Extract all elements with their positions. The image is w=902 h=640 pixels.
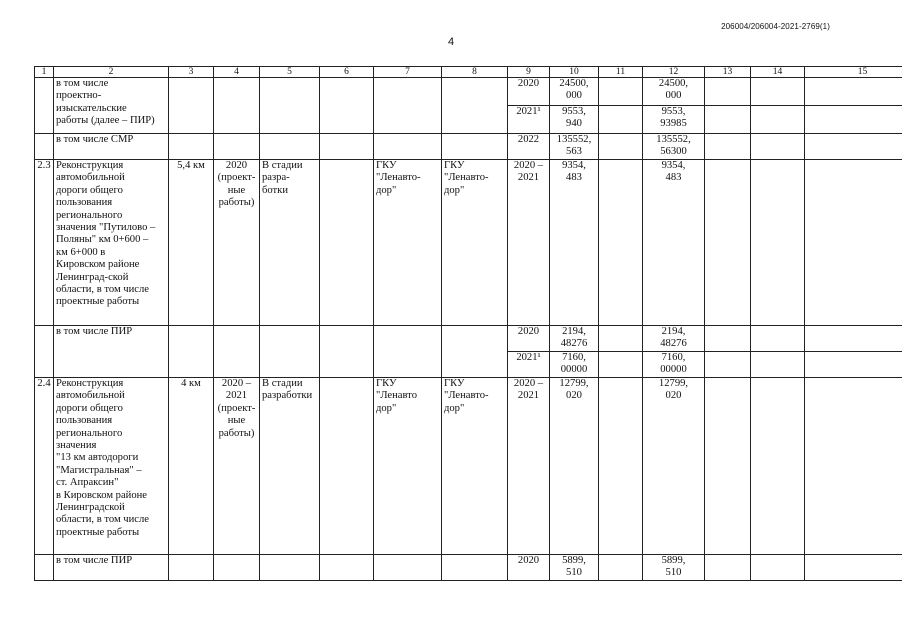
col-header: 12 [643,67,705,78]
amount-cell: 5899, 510 [550,555,599,581]
col-header: 15 [805,67,902,78]
contractor-cell: ГКУ "Ленавто- дор" [442,160,508,326]
customer-cell: ГКУ "Ленавто дор" [374,378,442,555]
row-description: в том числе ПИР [54,555,169,581]
table-row [35,134,902,160]
col-header: 9 [508,67,550,78]
amount-cell: 7160, 00000 [643,352,705,378]
table-row [35,160,902,326]
length-cell: 4 км [169,378,214,555]
amount-cell: 7160, 00000 [550,352,599,378]
col-header: 2 [54,67,169,78]
row-description: в том числе проектно- изыскательские работы (далее – ПИР) [54,78,169,134]
amount-cell: 24500, 000 [643,78,705,106]
column-number-row [35,67,902,78]
amount-cell: 9354, 483 [550,160,599,326]
row-description: в том числе СМР [54,134,169,160]
status-cell: В стадии разработки [260,378,320,555]
col-header: 14 [751,67,805,78]
amount-cell: 12799, 020 [643,378,705,555]
amount-cell: 135552, 56300 [643,134,705,160]
year-cell: 2021¹ [508,106,550,134]
col-header: 4 [214,67,260,78]
document-id: 206004/206004-2021-2769(1) [721,22,830,31]
col-header: 3 [169,67,214,78]
year-cell: 2021¹ [508,352,550,378]
amount-cell: 9354, 483 [643,160,705,326]
page-number: 4 [447,36,455,48]
year-cell: 2020 [508,555,550,581]
year-cell: 2020 [508,78,550,106]
length-cell: 5,4 км [169,160,214,326]
row-description: в том числе ПИР [54,326,169,378]
period-cell: 2020 – 2021 (проект- ные работы) [214,378,260,555]
amount-cell: 24500, 000 [550,78,599,106]
period-cell: 2020 (проект- ные работы) [214,160,260,326]
col-header: 6 [320,67,374,78]
col-header: 1 [35,67,54,78]
col-header: 7 [374,67,442,78]
contractor-cell: ГКУ "Ленавто- дор" [442,378,508,555]
amount-cell: 5899, 510 [643,555,705,581]
table-row [35,78,902,106]
table-row [35,378,902,555]
amount-cell: 9553, 93985 [643,106,705,134]
col-header: 11 [599,67,643,78]
col-header: 10 [550,67,599,78]
row-number: 2.4 [35,378,54,555]
year-cell: 2020 [508,326,550,352]
row-description: Реконструкция автомобильной дороги общего пользования регионального значения "Путилово – Поляны" км 0+600 – км 6+000 в Кировском районе Ленинград-ской области, в том числе проектные работы [54,160,169,326]
col-header: 8 [442,67,508,78]
table-row [35,555,902,581]
customer-cell: ГКУ "Ленавто- дор" [374,160,442,326]
year-cell: 2022 [508,134,550,160]
amount-cell: 9553, 940 [550,106,599,134]
status-cell: В стадии разра- ботки [260,160,320,326]
amount-cell: 2194, 48276 [550,326,599,352]
year-cell: 2020 – 2021 [508,378,550,555]
investment-table [34,66,902,581]
col-header: 13 [705,67,751,78]
amount-cell: 135552, 563 [550,134,599,160]
year-cell: 2020 – 2021 [508,160,550,326]
amount-cell: 2194, 48276 [643,326,705,352]
table-row [35,326,902,352]
row-description: Реконструкция автомобильной дороги общего пользования регионального значения "13 км автодороги "Магистральная" – ст. Апраксин" в Кировском районе Ленинградской области, в том числе проектные работы [54,378,169,555]
col-header: 5 [260,67,320,78]
row-number: 2.3 [35,160,54,326]
amount-cell: 12799, 020 [550,378,599,555]
